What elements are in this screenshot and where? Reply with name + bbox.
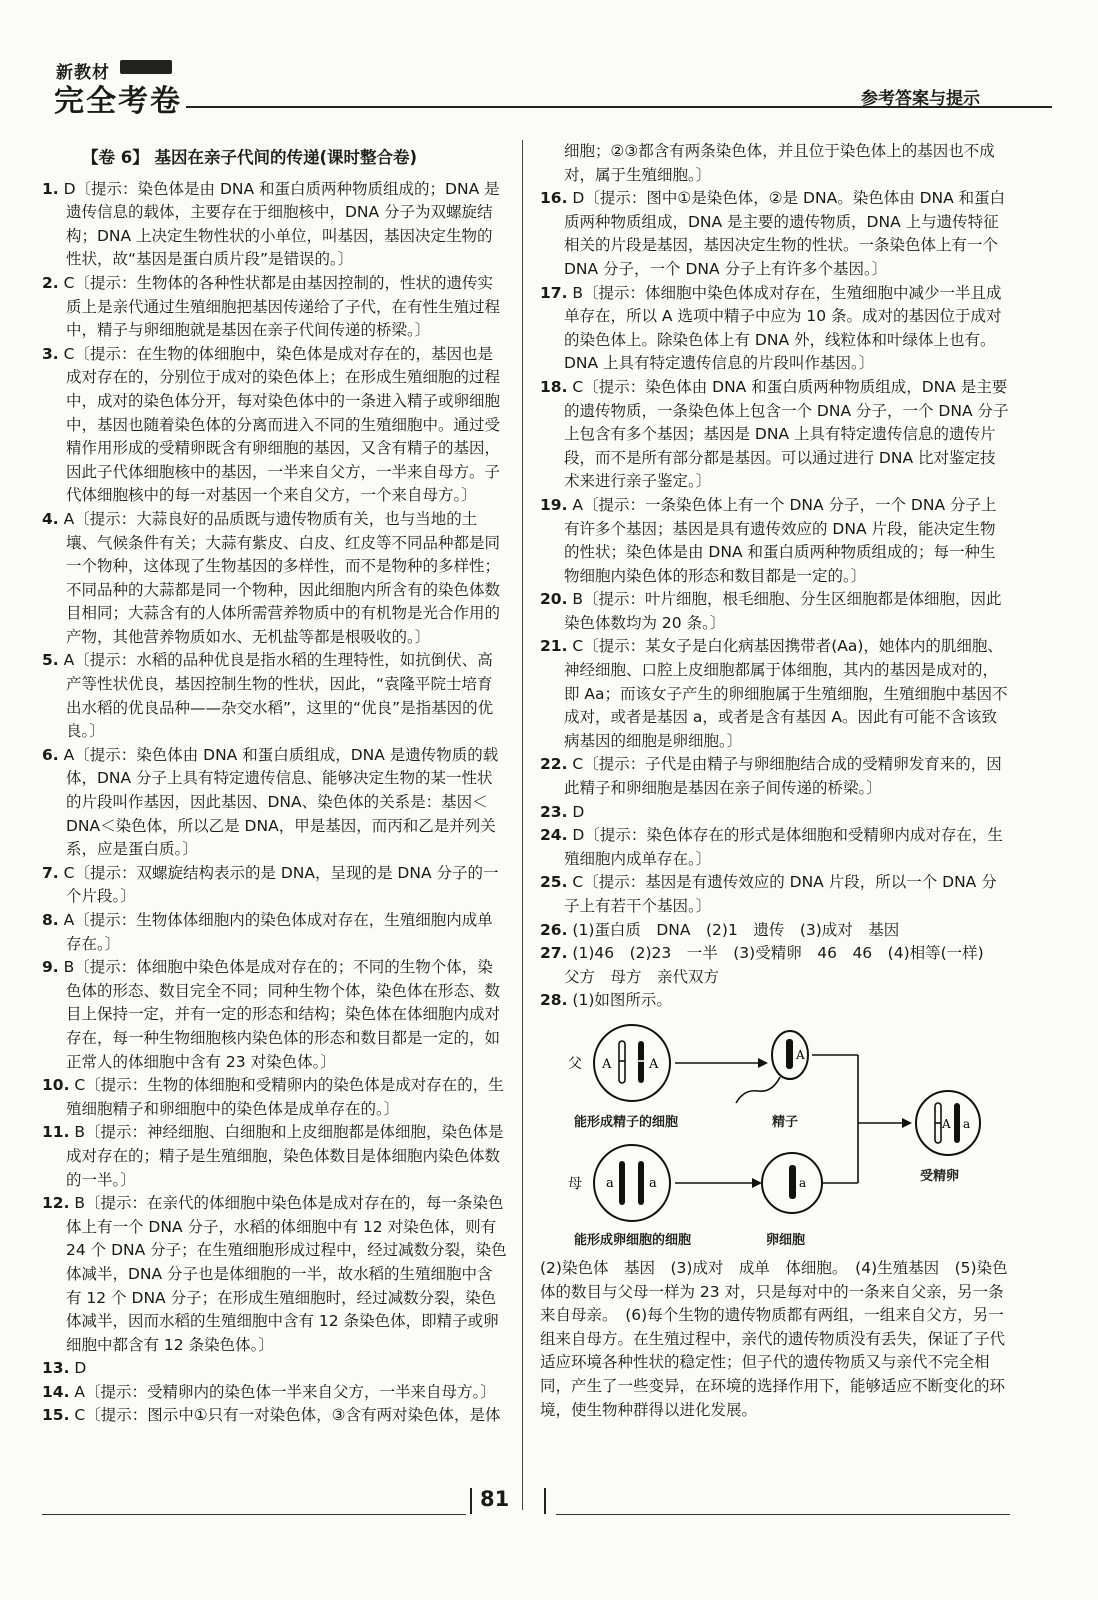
answer-item xyxy=(42,178,508,272)
answer-number: 17. xyxy=(540,283,568,302)
answer-item xyxy=(540,989,1010,1013)
answer-item xyxy=(540,753,1010,800)
label-egg: 卵细胞 xyxy=(766,1232,806,1248)
answer-number: 26. xyxy=(540,920,568,939)
column-divider xyxy=(522,140,523,1510)
answer-text: B〔提示：体细胞中染色体是成对存在的；不同的生物个体，染色体的形态、数目完全不同；同种生物个体，染色体在形态、数目上保持一定，并有一定的形态和结构；染色体在体细胞内成对存在，每一种生物细胞核内染色体的形态和数目都是一定的，如正常人的体细胞中含有 23 对染色体。〕 xyxy=(63,958,501,1071)
mother-chromosome-1 xyxy=(619,1161,625,1205)
answer-text: A〔提示：染色体由 DNA 和蛋白质组成，DNA 是遗传物质的载体，DNA 分子上具有特定遗传信息、能够决定生物的某一性状的片段叫作基因，因此基因、DNA、染色体的关系是：基因＜DNA＜染色体，所以乙是 DNA，甲是基因，而丙和乙是并列关系，应是蛋白质。〕 xyxy=(63,745,499,859)
answer-text: B〔提示：叶片细胞，根毛细胞、分生区细胞都是体细胞，因此染色体数均为 20 条。〕 xyxy=(564,590,1002,632)
answer-item xyxy=(540,376,1010,494)
answer-item xyxy=(42,744,508,862)
answer-text: C〔提示：某女子是白化病基因携带者(Aa)，她体内的肌细胞、神经细胞、口腔上皮细胞都属于体细胞，其内的基因是成对的，即 Aa；而该女子产生的卵细胞属于生殖细胞，生殖细胞中基因不成对，或者是基因 a，或者是含有基因 A。因此有可能不含该致病基因的细胞是卵细胞。〕 xyxy=(564,637,1008,750)
answer-number: 15. xyxy=(42,1406,70,1425)
answer-item xyxy=(42,1192,508,1357)
answer-item xyxy=(42,1121,508,1192)
answer-text: A〔提示：水稻的品种优良是指水稻的生理特性，如抗倒伏、高产等性状优良，基因控制生物的性状，因此，“袁隆平院士培育出水稻的优良品种——杂交水稻”，这里的“优良”是指基因的优良。〕 xyxy=(63,651,494,741)
answer-number: 5. xyxy=(42,651,59,670)
answer-continuation: 细胞；②③都含有两条染色体，并且位于染色体上的基因也不成对，属于生殖细胞。〕 xyxy=(564,142,995,184)
answer-item xyxy=(42,649,508,743)
answer-item xyxy=(42,1404,508,1428)
label-zygote: 受精卵 xyxy=(920,1168,960,1184)
answer-item xyxy=(540,801,1010,825)
answer-number: 28. xyxy=(540,991,568,1010)
answer-number: 16. xyxy=(540,189,568,208)
father-label: 父 xyxy=(568,1055,582,1072)
answer-text: (1)蛋白质 DNA (2)1 遗传 (3)成对 基因 xyxy=(572,920,900,939)
answer-list-right xyxy=(540,187,1010,1013)
egg-chromosome xyxy=(789,1165,796,1199)
left-column xyxy=(42,140,508,1428)
answer-number: 13. xyxy=(42,1359,70,1378)
label-egg-producing-cell: 能形成卵细胞的细胞 xyxy=(574,1232,692,1248)
answer-item xyxy=(42,909,508,956)
zygote-gene-left: A xyxy=(942,1116,951,1131)
brand-title: 完全考卷 xyxy=(54,84,182,119)
page-number: 81 xyxy=(480,1487,510,1511)
sperm-chromosome xyxy=(786,1039,793,1069)
answer-number: 14. xyxy=(42,1382,70,1401)
answer-number: 18. xyxy=(540,377,568,396)
answer-item xyxy=(42,956,508,1074)
footer-rule-right xyxy=(556,1514,1010,1515)
answer-item xyxy=(42,862,508,909)
answer-text: D〔提示：染色体存在的形式是体细胞和受精卵内成对存在，生殖细胞内成单存在。〕 xyxy=(564,826,1003,868)
zygote-gene-right: a xyxy=(963,1116,971,1131)
answer-number: 1. xyxy=(42,179,59,198)
father-chromosome-2 xyxy=(638,1041,644,1083)
mother-chromosome-2 xyxy=(638,1161,644,1205)
answer-text: C〔提示：在生物的体细胞中，染色体是成对存在的，基因也是成对存在的，分别位于成对的染色体上；在形成生殖细胞的过程中，成对的染色体分开，每对染色体中的一条进入精子或卵细胞中，基因也随着染色体的分离而进入不同的生殖细胞中。通过受精作用形成的受精卵既含有卵细胞的基因，又含有精子的基因，因此子代体细胞核中的基因，一半来自父方，一半来自母方。子代体细胞核中的每一对基因一个来自父方，一个来自母方。〕 xyxy=(63,344,501,505)
answer-number: 23. xyxy=(540,802,568,821)
mother-label: 母 xyxy=(568,1175,582,1192)
answer-item xyxy=(42,1074,508,1121)
answer-number: 19. xyxy=(540,495,568,514)
answer-number: 22. xyxy=(540,755,568,774)
answer-number: 2. xyxy=(42,273,59,292)
answer-text: C〔提示：生物的体细胞和受精卵内的染色体是成对存在的，生殖细胞精子和卵细胞中的染色体是成单存在的。〕 xyxy=(66,1076,504,1118)
answer-number: 10. xyxy=(42,1076,70,1095)
answer-number: 6. xyxy=(42,745,59,764)
answer-number: 4. xyxy=(42,509,59,528)
answer-text: B〔提示：体细胞中染色体成对存在，生殖细胞中减少一半且成单存在，所以 A 选项中精子中应为 10 条。成对的基因位于成对的染色体上。除染色体上有 DNA 外，线粒体和叶绿体上也有。DNA 上具有特定遗传信息的片段叫作基因。〕 xyxy=(564,283,1002,373)
exam-title: 【卷 6】 基因在亲子代间的传递(课时整合卷) xyxy=(82,148,418,167)
answer-text: B〔提示：在亲代的体细胞中染色体是成对存在的，每一条染色体上有一个 DNA 分子，水稻的体细胞中有 12 对染色体，则有 24 个 DNA 分子；在生殖细胞形成过程中，经过减数分裂，染色体减半，DNA 分子也是体细胞的一半，故水稻的生殖细胞中含有 12 个 DNA 分子；在形成生殖细胞时，经过减数分裂，染色体减半，因而水稻的生殖细胞中含有 12 条染色体，即精子或卵细胞中都含有 12 条染色体。〕 xyxy=(66,1194,507,1354)
answer-item xyxy=(42,1357,508,1381)
answer-item xyxy=(540,942,1010,989)
answer-item xyxy=(42,508,508,650)
answer-text: C〔提示：生物体的各种性状都是由基因控制的，性状的遗传实质上是亲代通过生殖细胞把基因传递给了子代，在有性生殖过程中，精子与卵细胞就是基因在亲子代间传递的桥梁。〕 xyxy=(63,273,501,340)
answer-text: D〔提示：染色体是由 DNA 和蛋白质两种物质组成的；DNA 是遗传信息的载体，主要存在于细胞核中，DNA 分子为双螺旋结构；DNA 上决定生物性状的小单位，叫基因，基因决定生物的性状，故“基因是蛋白质片段”是错误的。〕 xyxy=(63,179,500,269)
answer-text: (1)如图所示。 xyxy=(572,991,672,1010)
answer-item xyxy=(540,824,1010,871)
answer-text: C〔提示：子代是由精子与卵细胞结合成的受精卵发育来的，因此精子和卵细胞是基因在亲子间传递的桥梁。〕 xyxy=(564,755,1002,798)
answer-number: 20. xyxy=(540,590,568,609)
answer-item xyxy=(540,919,1010,943)
answer-text: (1)46 (2)23 一半 (3)受精卵 46 46 (4)相等(一样) 父方 母方 亲代双方 xyxy=(564,944,1000,986)
footer-bar-right xyxy=(544,1488,546,1514)
father-gene-left: A xyxy=(602,1056,612,1072)
father-chromosome-1 xyxy=(619,1041,625,1083)
brand-badge xyxy=(120,60,172,74)
label-sperm: 精子 xyxy=(772,1114,799,1130)
answer-number: 7. xyxy=(42,863,59,882)
answer-28-rest: (2)染色体 基因 (3)成对 成单 体细胞。 (4)生殖基因 (5)染色体的数目与父母一样为 23 对，只是每对中的一条来自父亲，另一条来自母亲。 (6)每个生物的遗传物质都有两组，一组来自父方，另一组来自母方。在生殖过程中，亲代的遗传物质没有丢失，保证了子代适应环境各种性状的稳定性；但子代的遗传物质又与亲代不完全相同，产生了一些变异，在环境的选择作用下，能够适应不断变化的环境，使生物种群得以进化发展。 xyxy=(540,1258,1008,1419)
right-column xyxy=(540,140,1010,1422)
answer-text: A〔提示：生物体体细胞内的染色体成对存在，生殖细胞内成单存在。〕 xyxy=(63,911,493,953)
answer-number: 9. xyxy=(42,958,59,977)
page-header xyxy=(0,0,1098,120)
section-heading: 参考答案与提示 xyxy=(861,89,980,109)
answer-number: 8. xyxy=(42,911,59,929)
answer-list-left xyxy=(42,178,508,1428)
answer-number: 27. xyxy=(540,944,568,963)
heredity-diagram xyxy=(540,1015,1010,1255)
answer-number: 24. xyxy=(540,826,568,845)
answer-item xyxy=(42,343,508,508)
footer-bar-left xyxy=(470,1488,472,1514)
egg-gene: a xyxy=(799,1175,807,1190)
answer-text: A〔提示：受精卵内的染色体一半来自父方，一半来自母方。〕 xyxy=(74,1382,496,1401)
answer-text: C〔提示：图示中①只有一对染色体，③含有两对染色体，是体 xyxy=(74,1406,501,1425)
answer-text: A〔提示：一条染色体上有一个 DNA 分子，一个 DNA 分子上有许多个基因；基因是具有遗传效应的 DNA 片段，能决定生物的性状；染色体是由 DNA 和蛋白质两种物质组成的；每一种生物细胞内染色体的形态和数目都是一定的。〕 xyxy=(564,495,997,585)
answer-item xyxy=(540,588,1010,635)
heredity-diagram-svg xyxy=(540,1015,1010,1255)
answer-item xyxy=(42,272,508,343)
answer-text: D xyxy=(74,1359,87,1378)
answer-text: D xyxy=(572,802,585,821)
answer-text: B〔提示：神经细胞、白细胞和上皮细胞都是体细胞，染色体是成对存在的；精子是生殖细胞，染色体数目是体细胞内染色体数的一半。〕 xyxy=(66,1123,504,1189)
answer-number: 11. xyxy=(42,1123,70,1142)
label-sperm-producing-cell: 能形成精子的细胞 xyxy=(574,1114,679,1130)
sperm-gene: A xyxy=(796,1047,805,1062)
answer-text: A〔提示：大蒜良好的品质既与遗传物质有关，也与当地的土壤、气候条件有关；大蒜有紫皮、白皮、红皮等不同品种都是同一个物种，这体现了生物基因的多样性，而不是物种的多样性；不同品种的大蒜都是同一个物种，因此细胞内所含有的染色体数目相同；大蒜含有的人体所需营养物质中的有机物是光合作用的产物，其他营养物质如水、无机盐等都是根吸收的。〕 xyxy=(63,509,501,646)
answer-number: 21. xyxy=(540,637,568,656)
footer-rule-left xyxy=(42,1514,466,1515)
answer-item xyxy=(42,1381,508,1405)
zygote-chromosome-2 xyxy=(954,1103,960,1143)
answer-item xyxy=(540,282,1010,376)
answer-text: C〔提示：双螺旋结构表示的是 DNA，呈现的是 DNA 分子的一个片段。〕 xyxy=(63,863,499,906)
sperm-tail xyxy=(736,1077,780,1103)
answer-text: C〔提示：染色体由 DNA 和蛋白质两种物质组成，DNA 是主要的遗传物质，一条染色体上包含一个 DNA 分子，一个 DNA 分子上包含有多个基因；基因是 DNA 上具有特定遗传信息的遗传片段，而不是所有部分都是基因。可以通过进行 DNA 比对鉴定技术来进行亲子鉴定。〕 xyxy=(564,377,1009,491)
answer-item xyxy=(540,635,1010,753)
brand-subtitle: 新教材 xyxy=(56,63,110,83)
mother-gene-left: a xyxy=(606,1175,614,1191)
answer-item xyxy=(540,871,1010,918)
answer-number: 12. xyxy=(42,1194,70,1213)
answer-item xyxy=(540,494,1010,588)
answer-number: 25. xyxy=(540,873,568,892)
father-gene-right: A xyxy=(649,1056,659,1072)
answer-number: 3. xyxy=(42,344,59,363)
answer-text: D〔提示：图中①是染色体，②是 DNA。染色体由 DNA 和蛋白质两种物质组成，DNA 是主要的遗传物质，DNA 上与遗传特征相关的片段是基因，基因决定生物的性状。一条染色体上有一个 DNA 分子，一个 DNA 分子上有许多个基因。〕 xyxy=(564,189,1006,278)
answer-item xyxy=(540,187,1010,281)
mother-gene-right: a xyxy=(649,1175,657,1191)
answer-text: C〔提示：基因是有遗传效应的 DNA 片段，所以一个 DNA 分子上有若干个基因。〕 xyxy=(564,873,997,915)
